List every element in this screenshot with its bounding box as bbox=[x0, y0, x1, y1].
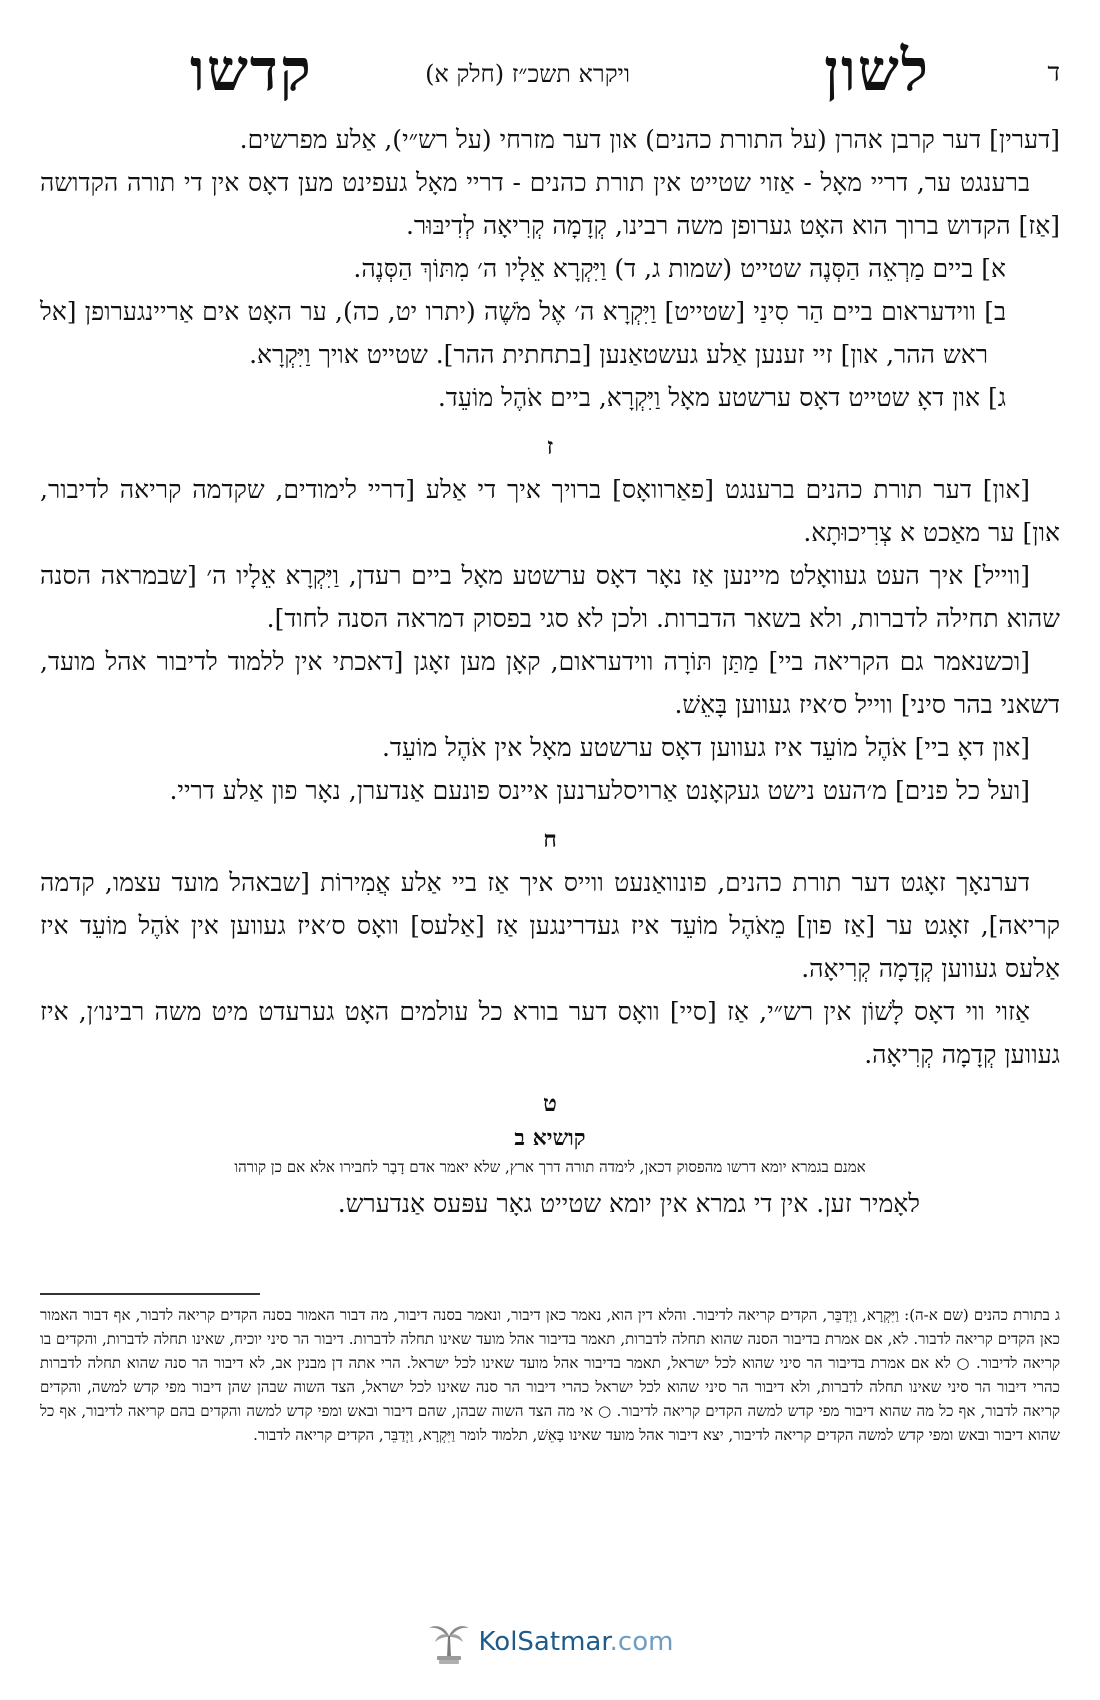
section-mark: ז bbox=[546, 433, 554, 460]
site-logo[interactable] bbox=[40, 1618, 1060, 1672]
page-header bbox=[40, 36, 1060, 116]
paragraph: אַזוי ווי דאָס לָשׁוֹן אין רש״י, אַז [סיי] וואָס דער בורא כל עולמים האָט גערעדט מיט משה רבינו׳ן, איז געווען קְדָמָה קְרִיאָה. bbox=[40, 997, 1060, 1069]
running-title-left: קדשו bbox=[190, 36, 313, 104]
list-item: ג] און דאָ שטייט דאָס ערשטע מאָל וַיִּקְרָא, ביים אֹהֶל מוֹעֵד. bbox=[437, 383, 1006, 412]
question-text: לאָמיר זען. אין די גמרא אין יומא שטייט גאָר עפּעס אַנדערש. bbox=[337, 1189, 920, 1218]
paragraph: ברענגט ער, דריי מאָל - אַזוי שטייט אין תורת כהנים - דריי מאָל געפינט מען דאָס אין די תורה הקדושה [אַז] הקדוש ברוך הוא האָט גערופן משה רבינו, קְדָמָה קְרִיאָה לְדִיבּוּר. bbox=[40, 168, 1060, 240]
question-title: קושיא ב bbox=[514, 1125, 586, 1151]
footnote: ג בתורת כהנים (שם א-ה): וַיִּקְרָא, וַיְדַבֵּר, הקדים קריאה לדיבור. והלא דין הוא, נאמר כאן דיבור, ונאמר בסנה דיבור, מה דבור האמור בסנה הקדים קריאה לדבור, אף דבור האמור כאן הקדים קריאה לדבור. לא, אם אמרת בדיבור הסנה שהוא תחלה לדברות, תאמר בדיבור אהל מועד שאינו תחלה לדברות. דיבור הר סיני יוכיח, שאינו תחלה לדברות, והקדים בו קריאה לדיבור. ○ לא אם אמרת בדיבור הר סיני שהוא לכל ישראל, תאמר בדיבור אהל מועד שאינו לכל ישראל. הרי אתה דן מבנין אב, לא דיבור הר סנה שהוא תחלה לדברות כהרי דיבור הר סיני שאינו תחלה לדברות, ולא דיבור הר סיני שהוא לכל ישראל כהרי דיבור הר סנה שאינו לכל ישראל, הצד השוה שבהן שהן דיבור מפי קדש למשה, והקדים קריאה לדבור, אף כל מה שהוא דיבור מפי קדש למשה הקדים קריאה לדיבור. ○ אי מה הצד השוה שבהן, שהם דיבור ובאש ומפי קדש למשה והקדים בהם קריאה לדיבור, אף כל שהוא דיבור ובאש ומפי קדש למשה הקדים קריאה לדיבור, יצא דיבור אהל מועד שאינו בָּאֵשׁ, תלמוד לומר וַיִּקְרָא, וַיְדַבֵּר, הקדים קריאה לדבור. bbox=[40, 1306, 1060, 1444]
logo-text bbox=[479, 1627, 674, 1657]
parsha-label: ויקרא תשכ״ז (חלק א) bbox=[425, 60, 630, 88]
section-mark: ט bbox=[543, 1090, 557, 1117]
page bbox=[40, 0, 1060, 1700]
question-intro: אמנם בגמרא יומא דרשו מהפסוק דכאן, לימדה תורה דרך ארץ, שלא יאמר אדם דָבָר לחבירו אלא אם כן קורהו bbox=[234, 1158, 866, 1176]
logo-tld: .com bbox=[609, 1627, 674, 1657]
page-number: ד bbox=[1047, 58, 1060, 88]
main-text bbox=[40, 118, 1060, 1223]
paragraph: [ועל כל פנים] מ׳העט נישט געקאָנט אַרויסלערנען איינס פונעם אַנדערן, נאָר פון אַלע דריי. bbox=[169, 776, 1030, 805]
paragraph: [און דאָ ביי] אֹהֶל מוֹעֵד איז געווען דאָס ערשטע מאָל אין אֹהֶל מוֹעֵד. bbox=[381, 733, 1030, 762]
footnote-divider bbox=[40, 1293, 260, 1295]
section-mark: ח bbox=[543, 826, 557, 853]
list-item: ב] ווידעראום ביים הַר סִינַי [שטייט] וַיִּקְרָא ה׳ אֶל מֹשֶׁה (יתרו יט, כה), ער האָט אים אַריינגערופן [אל ראש ההר, און] זיי זענען אַלע געשטאַנען [בתחתית ההר]. שטייט אויך וַיִּקְרָא. bbox=[40, 297, 1006, 369]
list-item: א] ביים מַרְאֵה הַסְּנֶה שטייט (שמות ג, ד) וַיִּקְרָא אֵלָיו ה׳ מִתּוֹךְ הַסְּנֶה. bbox=[353, 254, 1006, 283]
paragraph: [דערין] דער קרבן אהרן (על התורת כהנים) און דער מזרחי (על רש״י), אַלע מפרשים. bbox=[239, 125, 1060, 154]
paragraph: דערנאָך זאָגט דער תורת כהנים, פונוואַנעט ווייס איך אַז ביי אַלע אֲמִירוֹת [שבאהל מועד עצמו, קדמה קריאה], זאָגט ער [אַז פון] מֵאֹהֶל מוֹעֵד איז געדרינגען אַז [אַלעס] וואָס ס׳איז געווען אין אֹהֶל מוֹעֵד איז אַלעס געווען קְדָמָה קְרִיאָה. bbox=[40, 868, 1060, 983]
logo-name: KolSatmar bbox=[478, 1627, 610, 1657]
paragraph: [און] דער תורת כהנים ברענגט [פאַרוואָס] ברויך איך די אַלע [דריי לימודים, שקדמה קריאה לדיבור, און] ער מאַכט א צְרִיכוּתָא. bbox=[40, 475, 1060, 547]
paragraph: [ווייל] איך העט געוואָלט מיינען אַז נאָר דאָס ערשטע מאָל ביים רעדן, וַיִּקְרָא אֵלָיו ה׳ [שבמראה הסנה שהוא תחילה לדברות, ולא בשאר הדברות. ולכן לא סגי בפסוק דמראה הסנה לחוד]. bbox=[40, 561, 1060, 633]
palm-tree-icon bbox=[427, 1618, 471, 1666]
running-title-right: לשון bbox=[824, 36, 930, 104]
paragraph: [וכשנאמר גם הקריאה ביי] מַתַּן תּוֹרָה ווידעראום, קאָן מען זאָגן [דאכתי אין ללמוד לדיבור אהל מועד, דשאני בהר סיני] ווייל ס׳איז געווען בָּאֵשׁ. bbox=[40, 647, 1060, 719]
